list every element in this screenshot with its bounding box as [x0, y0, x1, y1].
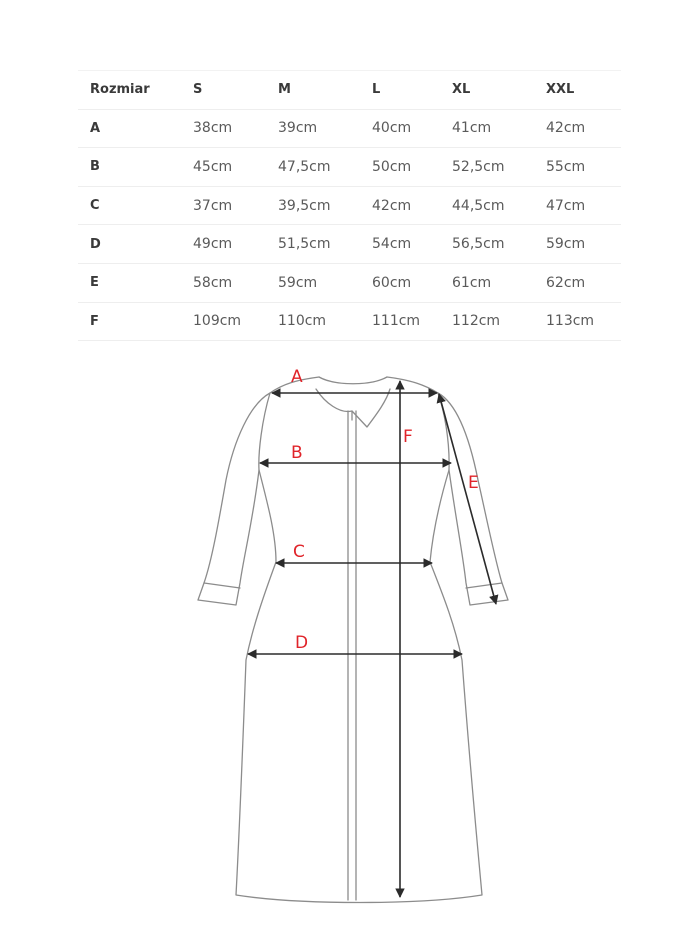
header-cell-m: M — [278, 82, 291, 98]
table-cell: 38cm — [193, 120, 233, 137]
label-a: A — [291, 367, 303, 387]
table-cell: 47cm — [546, 197, 586, 214]
table-cell: 62cm — [546, 274, 586, 291]
label-d: D — [295, 633, 309, 653]
table-cell: 42cm — [546, 120, 586, 137]
header-cell-xxl: XXL — [546, 82, 575, 98]
table-cell: 37cm — [193, 197, 233, 214]
table-row — [78, 302, 621, 341]
label-c: C — [293, 542, 305, 562]
table-cell: 49cm — [193, 236, 233, 253]
table-cell: 44,5cm — [452, 197, 505, 214]
table-cell: 59cm — [546, 236, 586, 253]
table-cell: 54cm — [372, 236, 412, 253]
row-label: A — [90, 120, 101, 136]
header-cell-l: L — [372, 82, 381, 98]
table-cell: 61cm — [452, 274, 492, 291]
row-label: D — [90, 236, 101, 252]
table-row — [78, 148, 621, 187]
table-row — [78, 109, 621, 148]
table-cell: 59cm — [278, 274, 318, 291]
header-cell-s: S — [193, 82, 203, 98]
row-label: B — [90, 159, 100, 175]
label-f: F — [403, 427, 413, 447]
table-cell: 112cm — [452, 313, 501, 330]
table-cell: 52,5cm — [452, 158, 505, 175]
table-cell: 47,5cm — [278, 158, 331, 175]
measurement-arrows — [248, 381, 496, 897]
table-cell: 55cm — [546, 158, 586, 175]
table-cell: 42cm — [372, 197, 412, 214]
table-cell: 109cm — [193, 313, 242, 330]
dress-outline — [198, 377, 508, 903]
table-cell: 50cm — [372, 158, 412, 175]
table-cell: 110cm — [278, 313, 327, 330]
table-cell: 113cm — [546, 313, 595, 330]
label-e: E — [468, 473, 479, 493]
dress-measurement-diagram — [0, 350, 700, 933]
header-cell-xl: XL — [452, 82, 471, 98]
row-label: C — [90, 198, 100, 214]
row-label: E — [90, 275, 99, 291]
measure-e-arrow — [439, 394, 496, 604]
table-cell: 56,5cm — [452, 236, 505, 253]
table-row — [78, 225, 621, 264]
table-row — [78, 186, 621, 225]
table-cell: 41cm — [452, 120, 492, 137]
row-label: F — [90, 313, 99, 329]
table-cell: 39,5cm — [278, 197, 331, 214]
label-b: B — [291, 443, 303, 463]
header-cell-size: Rozmiar — [90, 82, 150, 98]
table-cell: 111cm — [372, 313, 421, 330]
table-cell: 51,5cm — [278, 236, 331, 253]
table-cell: 60cm — [372, 274, 412, 291]
table-cell: 58cm — [193, 274, 233, 291]
measurement-labels — [291, 367, 479, 653]
table-cell: 39cm — [278, 120, 318, 137]
table-header-row — [78, 71, 621, 110]
table-cell: 45cm — [193, 158, 233, 175]
table-row — [78, 263, 621, 302]
size-table — [78, 70, 621, 341]
table-cell: 40cm — [372, 120, 412, 137]
